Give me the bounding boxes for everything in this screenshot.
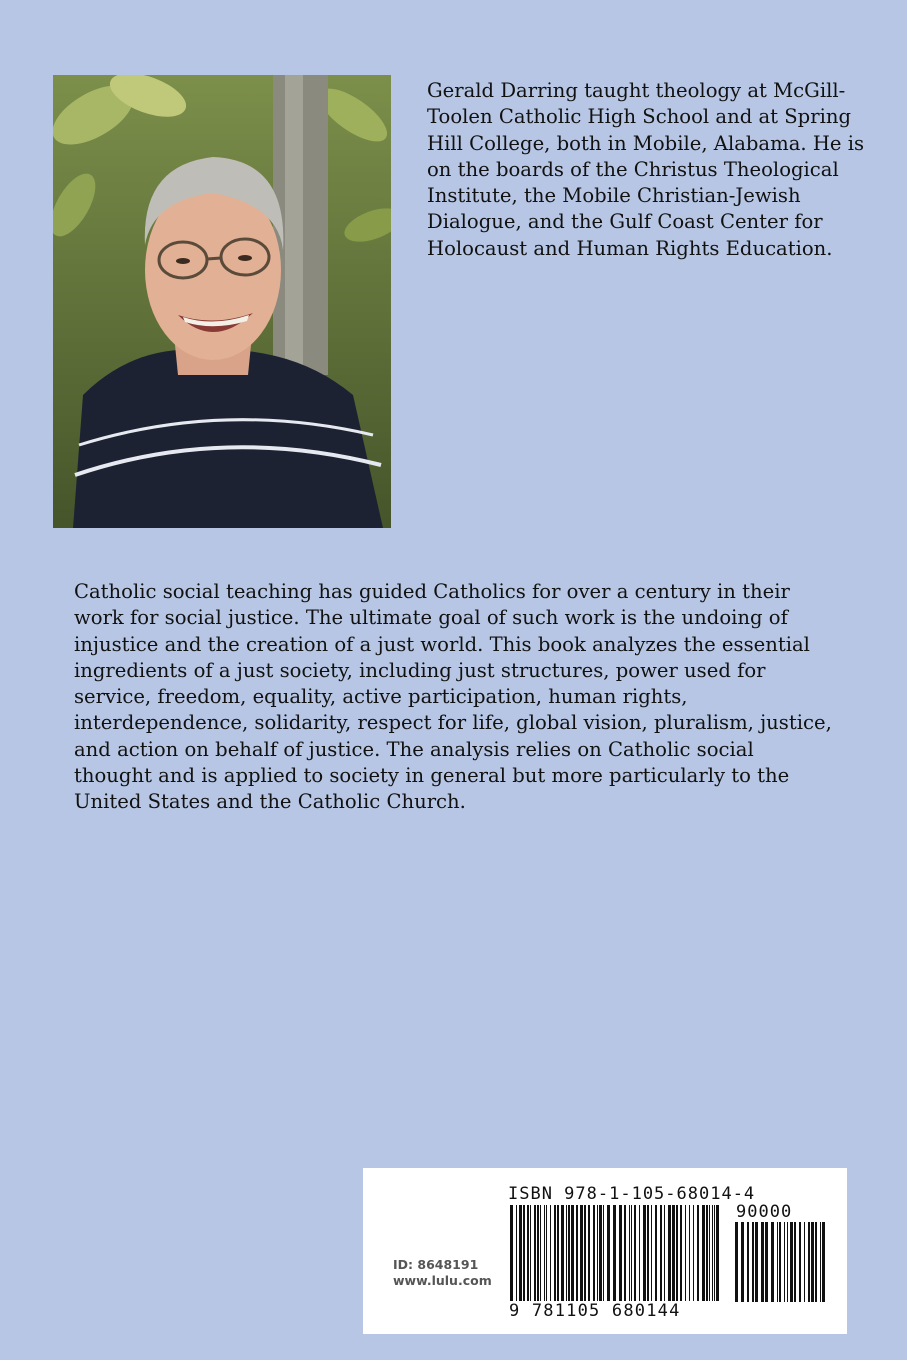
barcode-panel — [363, 1168, 847, 1334]
price-code: 90000 — [736, 1202, 793, 1222]
barcode-digits: 9 781105 680144 — [509, 1301, 681, 1321]
addon-barcode — [733, 1222, 828, 1305]
publisher-info — [393, 1257, 492, 1289]
isbn-label: ISBN 978-1-105-68014-4 — [508, 1184, 756, 1204]
author-bio: Gerald Darring taught theology at McGill-Toolen Catholic High School and at Spring Hill College, both in Mobile, Alabama. He is on the boards of the Christus Theological Institute, the Mobile Christian-Jewish Dialogue, and the Gulf Coast Center for Holocaust and Human Rights Education. — [427, 79, 865, 260]
ean-barcode — [508, 1205, 723, 1305]
author-photo — [53, 75, 391, 528]
book-description: Catholic social teaching has guided Catholics for over a century in their work for social justice. The ultimate goal of such work is the undoing of injustice and the creation of a just world. This book analyzes the essential ingredients of a just society, including just structures, power used for service, freedom, equality, active participation, human rights, interdependence, solidarity, respect for life, global vision, pluralism, justice, and action on behalf of justice. The analysis relies on Catholic social thought and is applied to society in general but more particularly to the United States and the Catholic Church. — [74, 580, 832, 814]
publisher-id: ID: 8648191 — [393, 1257, 479, 1272]
publisher-url: www.lulu.com — [393, 1273, 492, 1288]
